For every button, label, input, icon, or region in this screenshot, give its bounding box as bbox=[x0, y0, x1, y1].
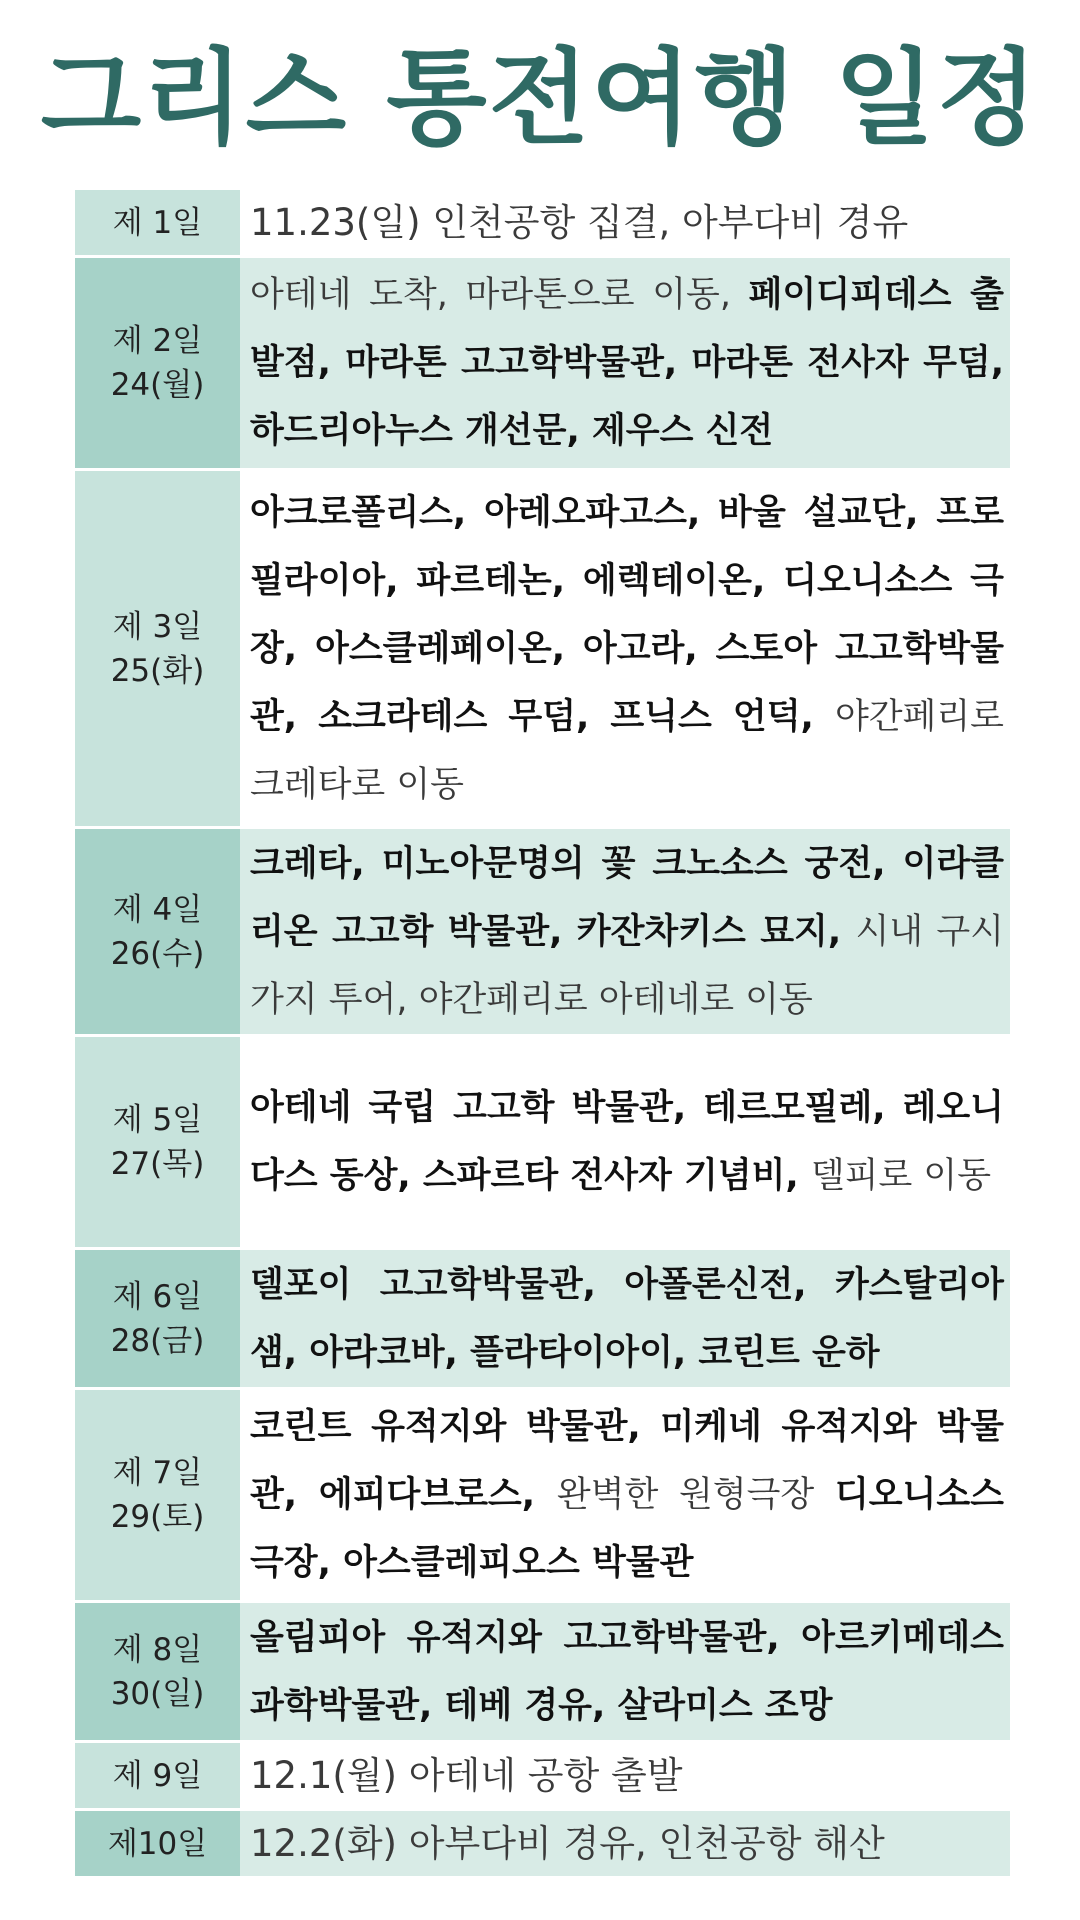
day-label: 제 7일 bbox=[112, 1455, 203, 1491]
day-label: 제 9일 bbox=[112, 1757, 203, 1794]
table-row bbox=[75, 1603, 1010, 1740]
table-row bbox=[75, 1811, 1010, 1876]
day-cell bbox=[75, 1743, 240, 1808]
day-label: 제 2일 bbox=[112, 323, 203, 359]
day-cell bbox=[75, 829, 240, 1034]
table-row bbox=[75, 190, 1010, 255]
day-label: 제 6일 bbox=[112, 1278, 203, 1315]
table-row bbox=[75, 1250, 1010, 1387]
day-date: 28(금) bbox=[110, 1322, 205, 1359]
table-row bbox=[75, 258, 1010, 468]
description-text: 12.1(월) 아테네 공항 출발 bbox=[250, 1753, 683, 1797]
description-text: 완벽한 원형극장 bbox=[556, 1475, 835, 1515]
day-cell bbox=[75, 258, 240, 468]
table-row bbox=[75, 1037, 1010, 1247]
day-date: 25(화) bbox=[110, 652, 205, 689]
day-cell bbox=[75, 1603, 240, 1740]
day-label: 제 5일 bbox=[112, 1102, 203, 1138]
day-cell bbox=[75, 1390, 240, 1600]
page-title: 그리스 통전여행 일정 bbox=[40, 37, 1040, 159]
description-text: 시내 구시가지 투어, 야간페리로 아테네로 이동 bbox=[250, 911, 1004, 1020]
description-cell bbox=[240, 1603, 1010, 1740]
description-highlight: 올림피아 유적지와 고고학박물관, 아르키메데스 과학박물관, 테베 경유, 살라미스 조망 bbox=[250, 1617, 1004, 1726]
description-text: 아테네 도착, 마라톤으로 이동, bbox=[250, 275, 749, 315]
description-highlight: 코린트 유적지와 박물관, 미케네 유적지와 박물관, 에피다브로스, bbox=[250, 1407, 1004, 1515]
day-label: 제10일 bbox=[107, 1825, 208, 1862]
description-highlight: 델포이 고고학박물관, 아폴론신전, 카스탈리아 샘, 아라코바, 플라타이아이, 코린트 운하 bbox=[250, 1264, 1004, 1373]
day-label: 제 3일 bbox=[112, 608, 203, 645]
description-cell bbox=[240, 1037, 1010, 1247]
description-cell bbox=[240, 1250, 1010, 1387]
description-cell bbox=[240, 1390, 1010, 1600]
itinerary-table bbox=[75, 190, 1010, 1876]
description-cell bbox=[240, 190, 1010, 255]
day-cell bbox=[75, 190, 240, 255]
description-cell bbox=[240, 1811, 1010, 1876]
description-cell bbox=[240, 471, 1010, 826]
day-date: 27(목) bbox=[110, 1146, 205, 1182]
table-row bbox=[75, 1390, 1010, 1600]
description-highlight: 페이디피데스 출발점, 마라톤 고고학박물관, 마라톤 전사자 무덤, 하드리아누스 개선문, 제우스 신전 bbox=[250, 275, 1004, 451]
description-text: 야간페리로 크레타로 이동 bbox=[250, 696, 1004, 805]
day-cell bbox=[75, 1811, 240, 1876]
description-cell bbox=[240, 829, 1010, 1034]
description-text: 11.23(일) 인천공항 집결, 아부다비 경유 bbox=[250, 200, 909, 244]
table-row bbox=[75, 1743, 1010, 1808]
description-highlight: 아크로폴리스, 아레오파고스, 바울 설교단, 프로필라이아, 파르테논, 에렉테이온, 디오니소스 극장, 아스클레페이온, 아고라, 스토아 고고학박물관, 소크라테스 무덤, 프닉스 언덕, bbox=[250, 492, 1004, 737]
day-date: 29(토) bbox=[110, 1499, 205, 1535]
description-highlight: 아테네 국립 고고학 박물관, 테르모필레, 레오니다스 동상, 스파르타 전사자 기념비, bbox=[250, 1088, 1004, 1196]
description-text: 델피로 이동 bbox=[810, 1156, 992, 1196]
day-date: 26(수) bbox=[110, 935, 205, 972]
description-text: 12.2(화) 아부다비 경유, 인천공항 해산 bbox=[250, 1821, 885, 1865]
day-cell bbox=[75, 1250, 240, 1387]
day-date: 24(월) bbox=[110, 367, 205, 403]
table-row bbox=[75, 829, 1010, 1034]
description-highlight: 디오니소스 극장, 아스클레피오스 박물관 bbox=[250, 1475, 1004, 1583]
day-label: 제 1일 bbox=[112, 204, 203, 241]
table-row bbox=[75, 471, 1010, 826]
description-highlight: 크레타, 미노아문명의 꽃 크노소스 궁전, 이라클리온 고고학 박물관, 카잔차키스 묘지, bbox=[250, 843, 1004, 952]
description-cell bbox=[240, 1743, 1010, 1808]
day-label: 제 8일 bbox=[112, 1631, 203, 1668]
day-cell bbox=[75, 1037, 240, 1247]
description-cell bbox=[240, 258, 1010, 468]
day-label: 제 4일 bbox=[112, 891, 203, 928]
day-date: 30(일) bbox=[110, 1675, 205, 1712]
day-cell bbox=[75, 471, 240, 826]
